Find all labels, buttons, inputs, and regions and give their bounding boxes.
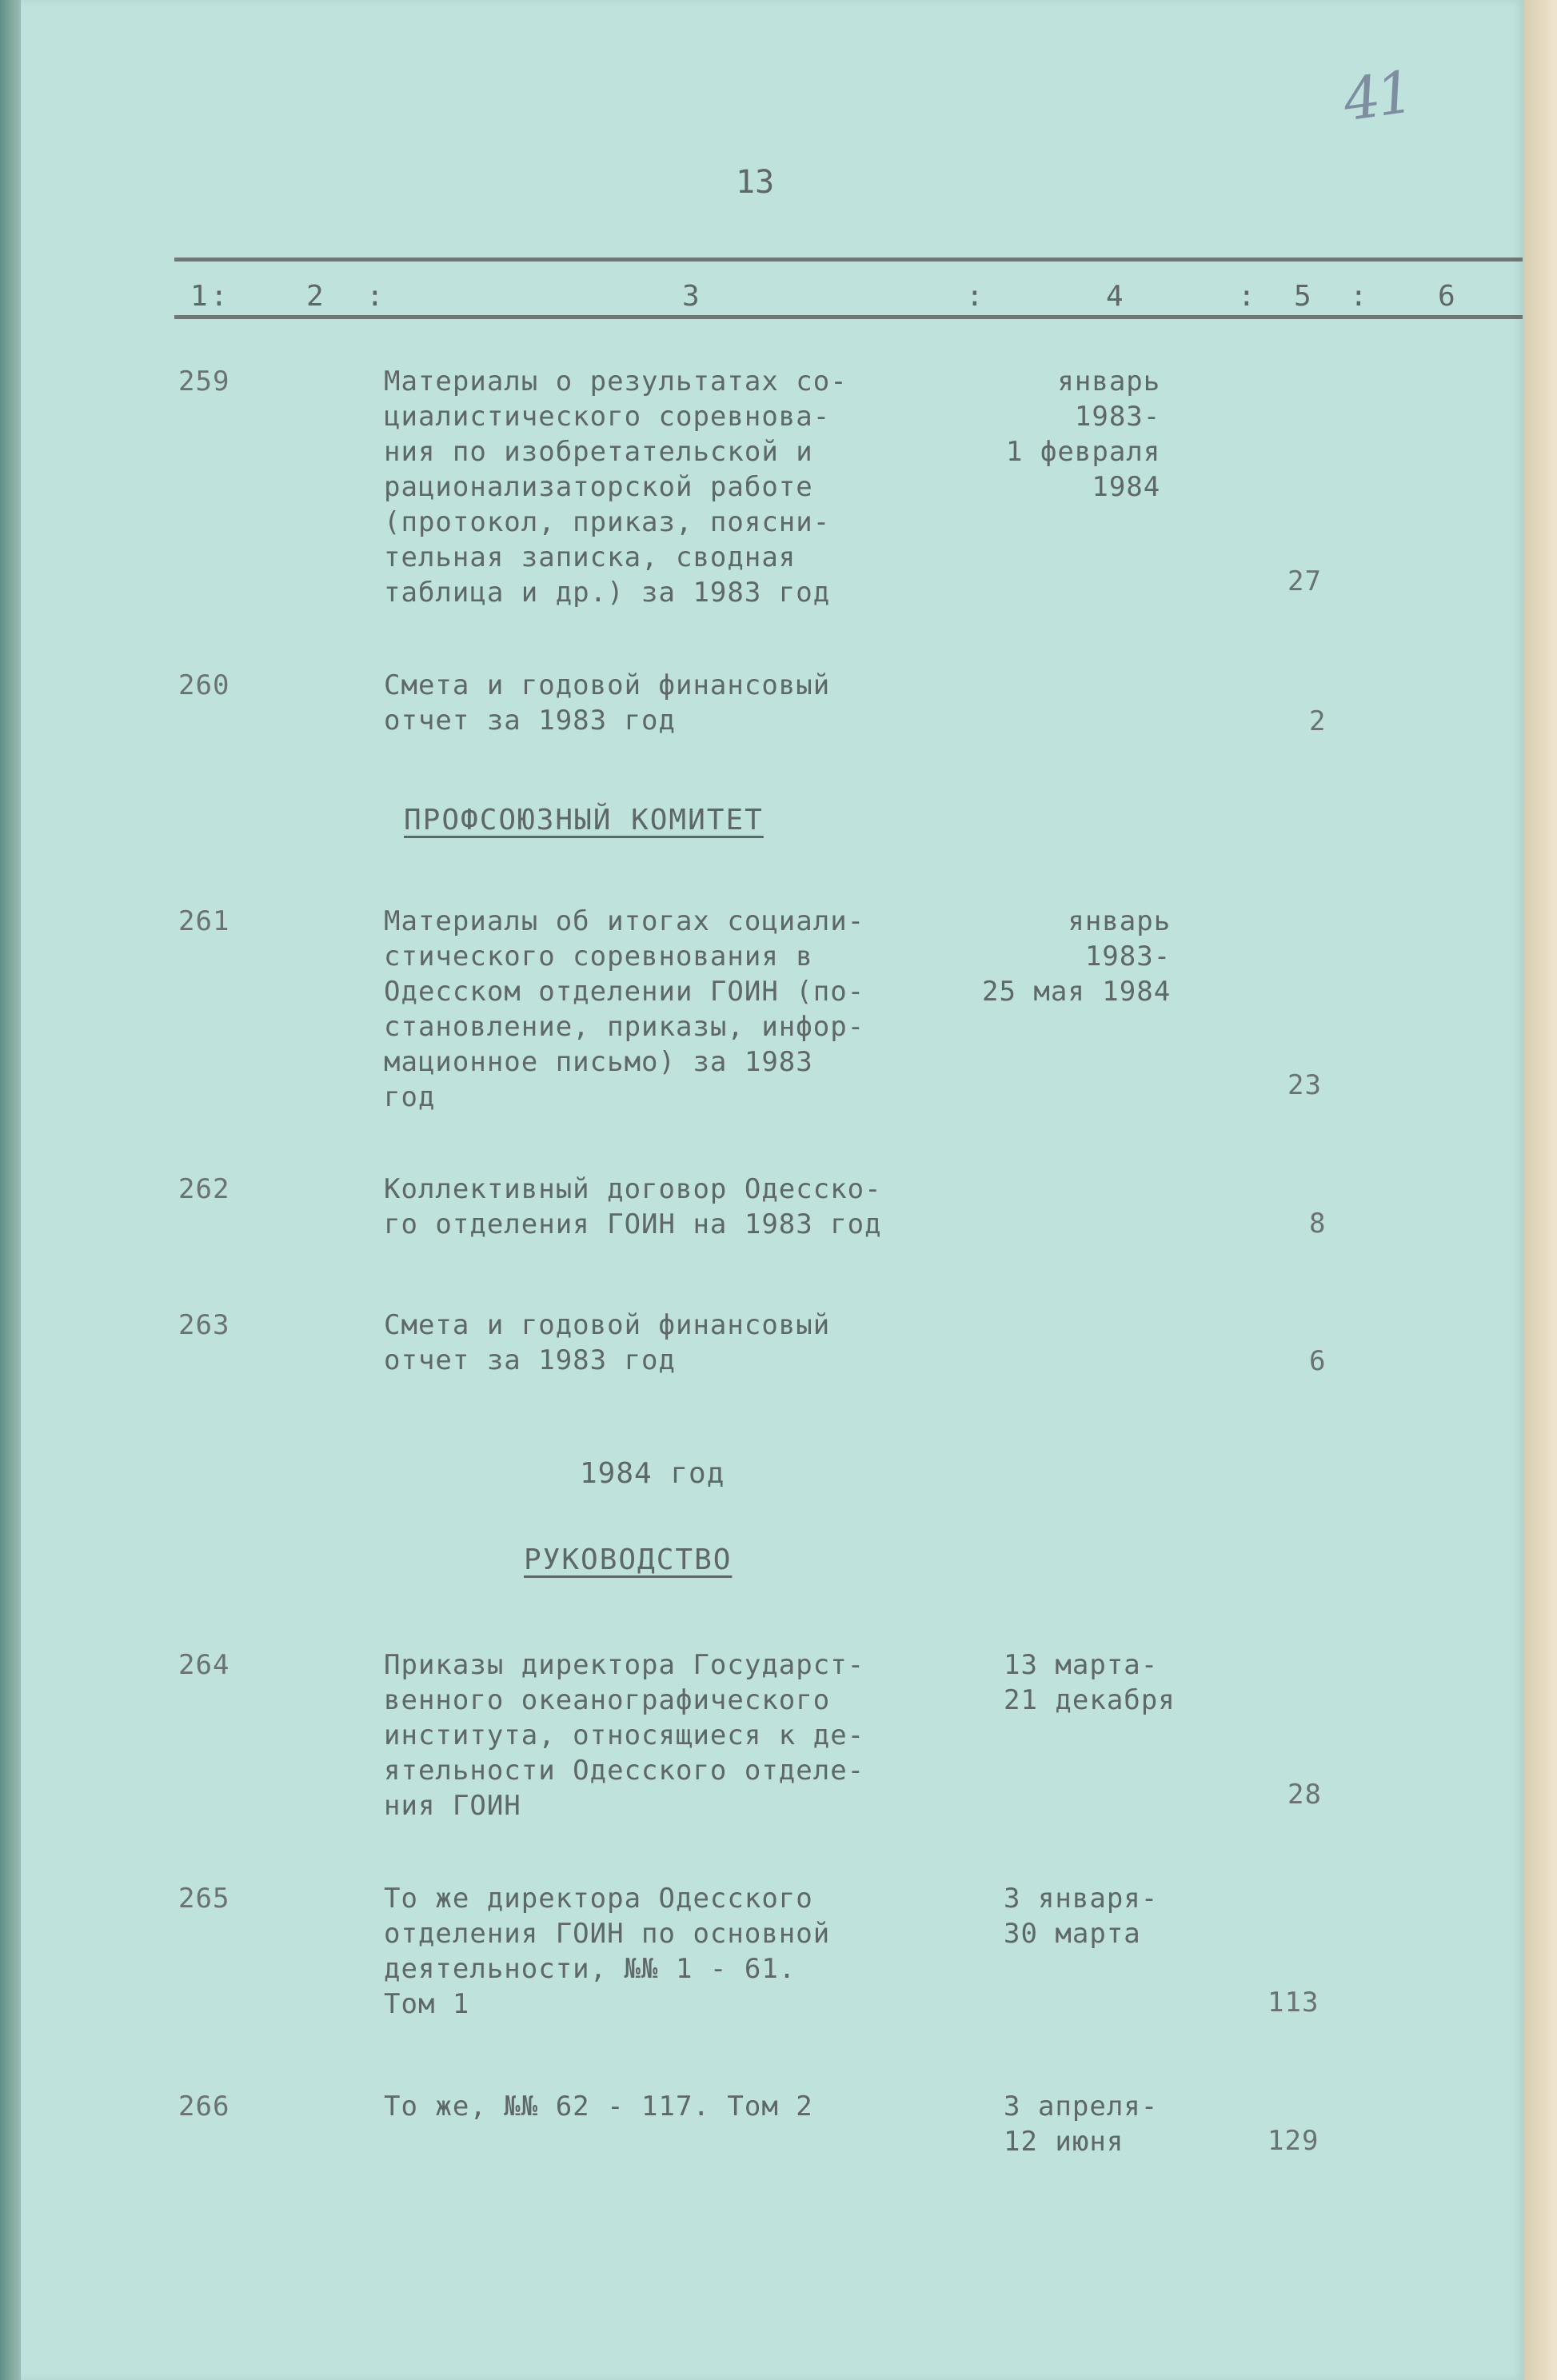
entry-number: 263 [178,1309,230,1341]
section-heading: РУКОВОДСТВО [524,1543,733,1576]
entry-title: Смета и годовой финансовый отчет за 1983 год [384,1309,831,1376]
entry-sheets: 23 [1288,1069,1322,1101]
entry-sheets: 113 [1268,1987,1319,2019]
entry-number: 266 [178,2090,230,2122]
entry-title: Коллективный договор Одесско- го отделения ГОИН на 1983 год [384,1173,882,1240]
entry-sheets: 2 [1309,705,1327,737]
entry-sheets: 6 [1309,1345,1327,1377]
col-header-1: 1 [190,280,208,313]
backing-sheet-edge [1524,0,1557,2380]
entry-number: 260 [178,669,230,701]
entry-dates: 3 января- 30 марта [1004,1883,1159,1950]
folio-number: 41 [1339,58,1415,134]
year-heading: 1984 год [580,1457,725,1490]
entry-title: То же директора Одесского отделения ГОИН по основной деятельности, №№ 1 - 61. Том 1 [384,1883,831,2020]
entry-number: 264 [178,1649,230,1681]
entry-sheets: 8 [1309,1208,1327,1240]
entry-number: 265 [178,1883,230,1915]
entry-dates: январь 1983- 25 мая 1984 [982,905,1172,1008]
table-header-rule-top [174,258,1523,262]
entry-dates: 3 апреля- 12 июня [1004,2090,1159,2158]
col-header-2: 2 [306,280,324,313]
col-header-3: 3 [682,280,700,313]
section-heading: ПРОФСОЮЗНЫЙ КОМИТЕТ [404,804,764,837]
entry-sheets: 28 [1288,1779,1322,1811]
col-header-6: 6 [1438,280,1455,313]
entry-dates: 13 марта- 21 декабря [1004,1649,1176,1716]
entry-title: Материалы о результатах со- циалистического соревнова- ния по изобретательской и рационализаторской работе (протокол, приказ, поясни- тельная записка, сводная таблица и др.) за 1983 год [384,365,848,609]
entry-sheets: 27 [1288,565,1322,597]
entry-title: Материалы об итогах социали- стического соревнования в Одесском отделении ГОИН (по- становление, приказы, инфор- мационное письмо) за 1983 год [384,905,865,1113]
folder-edge [0,0,21,2380]
entry-title: Смета и годовой финансовый отчет за 1983 год [384,669,831,737]
entry-number: 262 [178,1173,230,1205]
table-header-rule-bottom [174,315,1523,319]
col-header-4: 4 [1106,280,1124,313]
entry-title: Приказы директора Государст- венного океанографического института, относящиеся к де- ятельности Одесского отделе- ния ГОИН [384,1649,865,1822]
entry-sheets: 129 [1268,2125,1319,2157]
table-column-header: 1 : 2 : 3 : 4 : 5 : 6 [190,280,1455,313]
col-header-5: 5 [1294,280,1311,313]
entry-number: 261 [178,905,230,937]
page-number: 13 [736,164,775,201]
entry-title: То же, №№ 62 - 117. Том 2 [384,2090,813,2122]
entry-number: 259 [178,365,230,397]
entry-dates: январь 1983- 1 февраля 1984 [1006,365,1161,503]
